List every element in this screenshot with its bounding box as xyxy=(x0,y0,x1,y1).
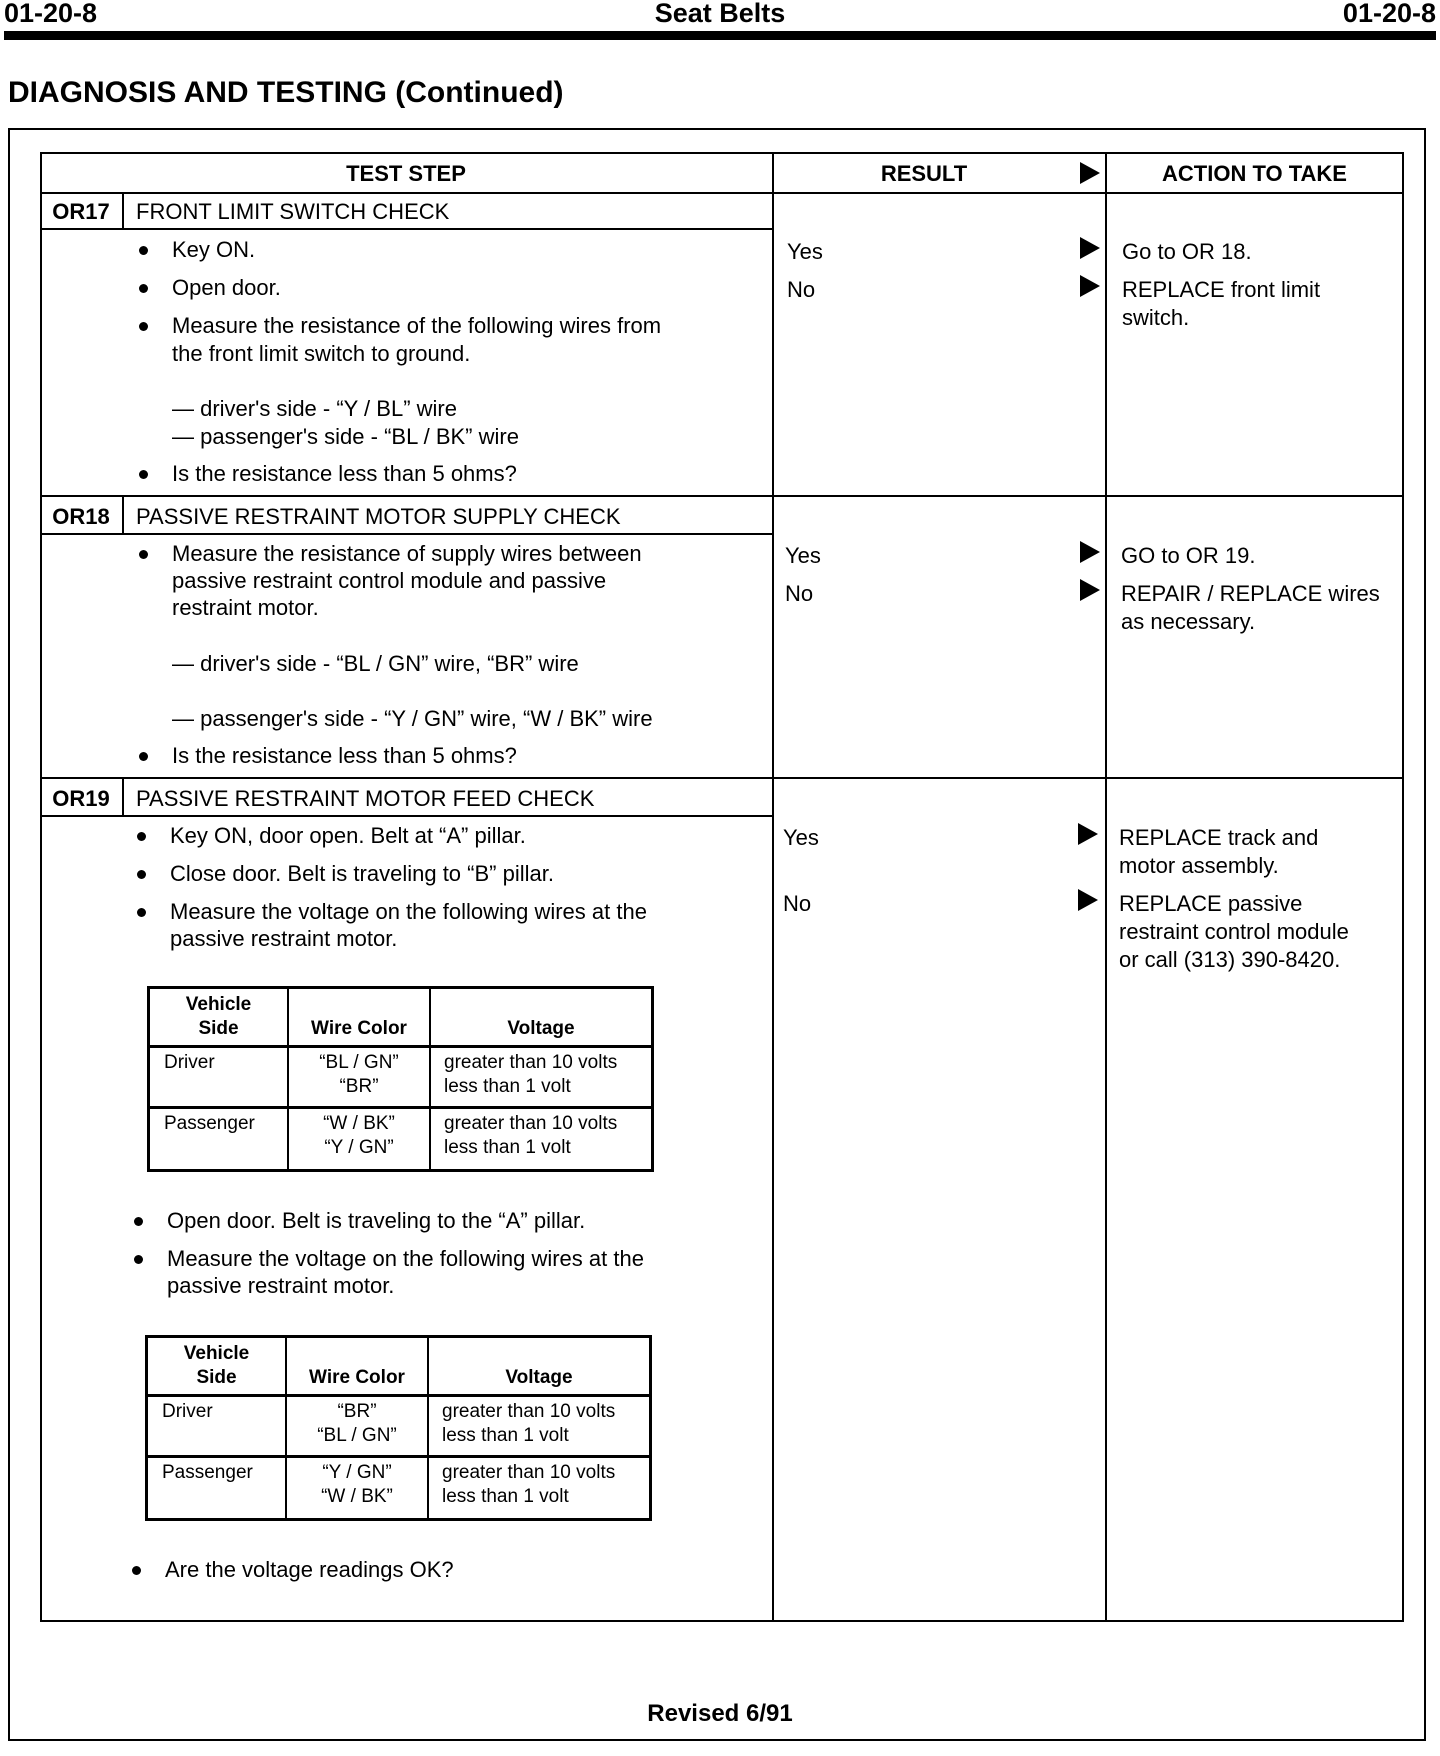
or19-bullet: Measure the voltage on the following wires at the xyxy=(167,1246,644,1271)
bullet-icon xyxy=(139,550,148,559)
or19-step-title: PASSIVE RESTRAINT MOTOR FEED CHECK xyxy=(136,786,595,811)
voltage-table-wire: “BL / GN” xyxy=(319,1052,399,1073)
table-border-left xyxy=(40,152,42,1622)
page-title: Seat Belts xyxy=(654,0,786,28)
voltage-table-divider xyxy=(150,1106,651,1109)
or19-step-id: OR19 xyxy=(52,786,110,811)
voltage-table-wire: “Y / GN” xyxy=(324,1137,394,1158)
bullet-icon xyxy=(137,832,146,841)
or19-action: restraint control module xyxy=(1119,919,1349,944)
voltage-table-divider xyxy=(150,1045,651,1048)
result-arrow-icon xyxy=(1080,237,1100,259)
or18-wire: — passenger's side - “Y / GN” wire, “W / BK” wire xyxy=(172,706,653,731)
or17-bullet: Open door. xyxy=(172,275,281,300)
voltage-table-wire: “W / BK” xyxy=(323,1113,395,1134)
page-number-left: 01-20-8 xyxy=(4,0,98,28)
or19-bullet: Measure the voltage on the following wires at the xyxy=(170,899,647,924)
voltage-table-voltage: greater than 10 volts xyxy=(442,1401,616,1422)
or18-action: as necessary. xyxy=(1121,609,1256,634)
voltage-table-voltage: greater than 10 volts xyxy=(442,1462,616,1483)
voltage-table-wire: “Y / GN” xyxy=(322,1462,392,1483)
or17-result-no: No xyxy=(787,277,816,302)
or17-action: Go to OR 18. xyxy=(1122,239,1252,264)
bullet-icon xyxy=(139,470,148,479)
or17-question: Is the resistance less than 5 ohms? xyxy=(172,461,517,486)
or17-bullet: Key ON. xyxy=(172,237,256,262)
voltage-table-header: Voltage xyxy=(505,1367,573,1388)
or19-bullet: Close door. Belt is traveling to “B” pillar. xyxy=(170,861,554,886)
page-number-right: 01-20-8 xyxy=(1342,0,1436,28)
or18-bullet: Measure the resistance of supply wires between xyxy=(172,541,642,566)
voltage-table-side: Driver xyxy=(164,1052,215,1073)
header-row-divider xyxy=(40,192,1404,194)
voltage-table-1 xyxy=(147,986,654,1172)
voltage-table-wire: “BR” xyxy=(339,1076,379,1097)
or18-step-id: OR18 xyxy=(52,504,110,529)
voltage-table-header: Voltage xyxy=(507,1018,575,1039)
result-arrow-icon xyxy=(1080,541,1100,563)
or19-row-divider xyxy=(40,777,1404,779)
bullet-icon xyxy=(139,284,148,293)
voltage-table-divider xyxy=(427,1338,429,1518)
or18-wire: — driver's side - “BL / GN” wire, “BR” wire xyxy=(172,651,579,676)
or19-bullet-cont: passive restraint motor. xyxy=(167,1273,395,1298)
or18-bullet-cont: passive restraint control module and passive xyxy=(172,568,607,593)
voltage-table-header: Side xyxy=(196,1367,237,1388)
or18-bullet-cont: restraint motor. xyxy=(172,595,319,620)
or19-action: or call (313) 390-8420. xyxy=(1119,947,1341,972)
result-arrow-icon xyxy=(1078,823,1098,845)
or19-result-yes: Yes xyxy=(783,825,819,850)
result-column-divider xyxy=(772,152,774,1622)
column-header-test-step: TEST STEP xyxy=(346,161,466,186)
bullet-icon xyxy=(137,908,146,917)
voltage-table-divider xyxy=(148,1455,649,1458)
table-border-right xyxy=(1402,152,1404,1622)
voltage-table-voltage: greater than 10 volts xyxy=(444,1052,618,1073)
voltage-table-voltage: less than 1 volt xyxy=(442,1425,569,1446)
voltage-table-voltage: less than 1 volt xyxy=(442,1486,569,1507)
voltage-table-2 xyxy=(145,1335,652,1521)
or18-result-yes: Yes xyxy=(785,543,821,568)
or19-action: motor assembly. xyxy=(1119,853,1279,878)
or18-result-no: No xyxy=(785,581,814,606)
or19-action: REPLACE passive xyxy=(1119,891,1303,916)
result-arrow-icon xyxy=(1080,275,1100,297)
or19-bullet: Open door. Belt is traveling to the “A” pillar. xyxy=(167,1208,586,1233)
or17-title-divider xyxy=(40,228,774,230)
column-header-action: ACTION TO TAKE xyxy=(1162,161,1347,186)
bullet-icon xyxy=(139,752,148,761)
voltage-table-header: Side xyxy=(198,1018,239,1039)
bullet-icon xyxy=(134,1255,143,1264)
voltage-table-voltage: less than 1 volt xyxy=(444,1076,571,1097)
result-arrow-icon xyxy=(1080,579,1100,601)
column-header-arrow-icon xyxy=(1080,162,1100,184)
or19-question: Are the voltage readings OK? xyxy=(165,1557,454,1582)
header-rule xyxy=(4,31,1436,40)
or18-question: Is the resistance less than 5 ohms? xyxy=(172,743,517,768)
or18-id-divider xyxy=(122,495,124,535)
voltage-table-header: Vehicle xyxy=(185,994,252,1015)
or17-id-divider xyxy=(122,192,124,230)
bullet-icon xyxy=(139,322,148,331)
or17-result-yes: Yes xyxy=(787,239,823,264)
or17-bullet: Measure the resistance of the following wires from xyxy=(172,313,662,338)
bullet-icon xyxy=(132,1566,141,1575)
or17-step-title: FRONT LIMIT SWITCH CHECK xyxy=(136,199,450,224)
voltage-table-side: Driver xyxy=(162,1401,213,1422)
diagnosis-table xyxy=(40,152,1404,1622)
or17-action: switch. xyxy=(1122,305,1190,330)
or19-result-no: No xyxy=(783,891,812,916)
column-header-result: RESULT xyxy=(880,161,968,186)
result-arrow-icon xyxy=(1078,889,1098,911)
or19-bullet: Key ON, door open. Belt at “A” pillar. xyxy=(170,823,526,848)
or19-action: REPLACE track and xyxy=(1119,825,1319,850)
revision-note: Revised 6/91 xyxy=(647,1700,793,1727)
or17-wire: — driver's side - “Y / BL” wire xyxy=(172,396,457,421)
voltage-table-divider xyxy=(148,1394,649,1397)
or18-action: GO to OR 19. xyxy=(1121,543,1256,568)
voltage-table-divider xyxy=(429,989,431,1169)
or18-action: REPAIR / REPLACE wires xyxy=(1121,581,1380,606)
or18-title-divider xyxy=(40,533,774,535)
or19-id-divider xyxy=(122,777,124,817)
or17-step-id: OR17 xyxy=(52,199,110,224)
voltage-table-header: Wire Color xyxy=(311,1018,407,1039)
bullet-icon xyxy=(139,246,148,255)
or19-title-divider xyxy=(40,815,774,817)
table-border-bottom xyxy=(40,1620,1404,1622)
voltage-table-wire: “W / BK” xyxy=(321,1486,393,1507)
table-border-top xyxy=(40,152,1404,154)
or17-action: REPLACE front limit xyxy=(1122,277,1321,302)
voltage-table-wire: “BR” xyxy=(337,1401,377,1422)
voltage-table-voltage: greater than 10 volts xyxy=(444,1113,618,1134)
voltage-table-header: Wire Color xyxy=(309,1367,405,1388)
voltage-table-voltage: less than 1 volt xyxy=(444,1137,571,1158)
or18-row-divider xyxy=(40,495,1404,497)
or17-bullet-cont: the front limit switch to ground. xyxy=(172,341,471,366)
bullet-icon xyxy=(137,870,146,879)
action-column-divider xyxy=(1105,152,1107,1622)
or17-wire: — passenger's side - “BL / BK” wire xyxy=(172,424,519,449)
or19-bullet-cont: passive restraint motor. xyxy=(170,926,398,951)
section-title: DIAGNOSIS AND TESTING (Continued) xyxy=(8,76,564,109)
voltage-table-side: Passenger xyxy=(164,1113,255,1134)
voltage-table-side: Passenger xyxy=(162,1462,253,1483)
or18-step-title: PASSIVE RESTRAINT MOTOR SUPPLY CHECK xyxy=(136,504,621,529)
voltage-table-header: Vehicle xyxy=(183,1343,250,1364)
bullet-icon xyxy=(134,1217,143,1226)
voltage-table-wire: “BL / GN” xyxy=(317,1425,397,1446)
